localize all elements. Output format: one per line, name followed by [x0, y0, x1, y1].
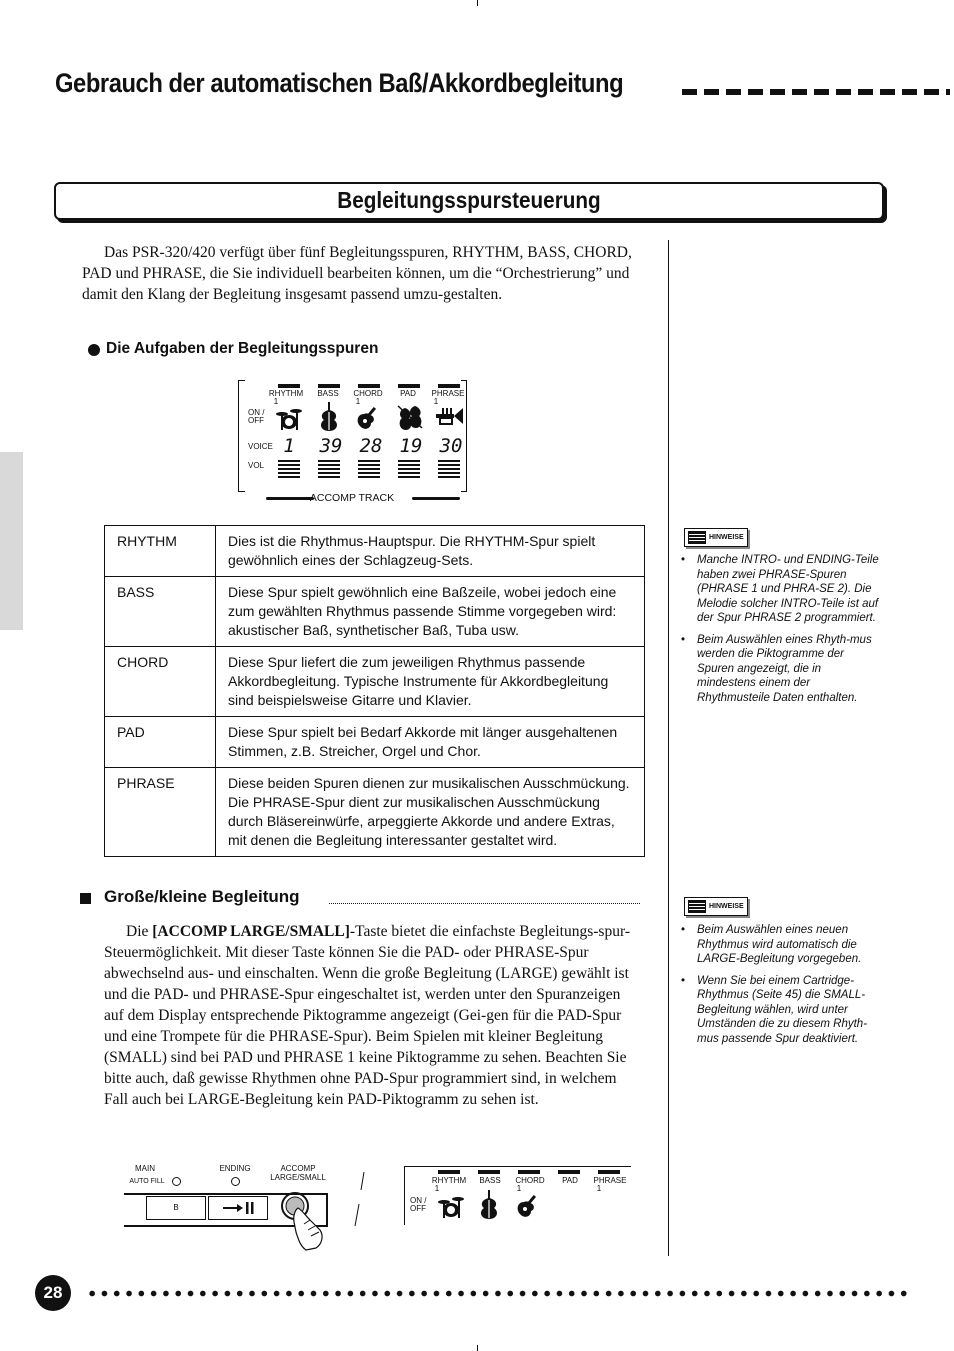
- volume-level-icon: [358, 460, 380, 480]
- ending-button[interactable]: [208, 1196, 268, 1220]
- accomp-track-label: ACCOMP TRACK: [309, 492, 395, 504]
- row-label-vol: VOL: [248, 461, 265, 470]
- note-item: • Manche INTRO- und ENDING-Teile haben zwei PHRASE-Spuren (PHRASE 1 und PHRA-SE 2). Die Melodie solcher INTRO-Teile ist auf der Spur PHRASE 2 programmiert.: [681, 553, 881, 626]
- voice-value-pad: 19: [399, 435, 423, 457]
- track-indicator-bar: [438, 1170, 460, 1174]
- note-item: • Wenn Sie bei einem Cartridge-Rhythmus (Seite 45) die SMALL-Begleitung wählen, wird unter Umständen die zu diesem Rhyth-mus passende Spur deaktiviert.: [681, 974, 881, 1047]
- display-bracket: [238, 380, 245, 492]
- led-indicator: [172, 1177, 181, 1186]
- ending-label: ENDING: [219, 1164, 251, 1173]
- guitar-icon: [514, 1190, 544, 1220]
- voice-value-phrase: 30: [439, 435, 463, 457]
- track-number: 1: [516, 1184, 522, 1193]
- break-mark-icon: [352, 1170, 368, 1228]
- track-number: 1: [355, 397, 361, 406]
- trumpet-icon: [434, 404, 464, 430]
- note-item: • Beim Auswählen eines neuen Rhythmus wird automatisch die LARGE-Begleitung vorgegeben.: [681, 923, 881, 967]
- hinweise-label: HINWEISE: [709, 534, 744, 541]
- title-dash-rule: [682, 89, 950, 95]
- accomp-large-small-button[interactable]: [280, 1190, 330, 1252]
- square-bullet-icon: [80, 893, 91, 904]
- table-row: [105, 577, 645, 647]
- strings-icon: [396, 402, 424, 432]
- track-label-pad: PAD: [562, 1176, 578, 1185]
- track-name: BASS: [105, 577, 216, 647]
- track-number: 1: [433, 397, 439, 406]
- drum-kit-icon: [436, 1190, 466, 1220]
- notes-list: [681, 923, 881, 1053]
- footer-dotted-rule: [86, 1290, 910, 1297]
- panel-figure: [120, 1160, 640, 1255]
- track-indicator-bar: [598, 1170, 620, 1174]
- play-pause-icon: [209, 1197, 267, 1219]
- main-b-button[interactable]: B: [146, 1196, 206, 1220]
- track-description: Dies ist die Rhythmus-Hauptspur. Die RHYTHM-Spur spielt gewöhnlich eines der Schlagzeug-Sets.: [216, 526, 645, 577]
- track-indicator-bar: [278, 384, 300, 388]
- heading-dotted-rule: [329, 903, 640, 904]
- track-description: Diese Spur spielt bei Bedarf Akkorde mit länger ausgehaltenen Stimmen, z.B. Streicher, Orgel und Chor.: [216, 717, 645, 768]
- track-label-chord: CHORD: [353, 389, 383, 398]
- para-text: -Taste bietet die einfachste Begleitungs-spur-Steuermöglichkeit. Mit dieser Taste können Sie die PAD- oder PHRASE-Spur abwechselnd aus- und einschalten. Wenn die große Begleitung (LARGE) gewählt ist und die PAD- und PHRASE-Spur eingeschaltet ist, werden unter den Spuranzeigen auf dem Display entsprechende Piktogramme angezeigt (Gei-gen für die PAD-Spur und eine Trompete für die PHRASE-Spur). Beim Spielen mit kleiner Begleitung (SMALL) sind bei PAD und PHRASE 1 keine Piktogramme zu sehen. Beachten Sie bitte auch, daß gewisse Rhythmen ohne PAD-Spur programmiert sind, in welchem Fall auch bei LARGE-Begleitung kein PAD-Piktogramm zu sehen ist.: [104, 923, 630, 1108]
- track-number: 1: [434, 1184, 440, 1193]
- voice-value-bass: 39: [319, 435, 343, 457]
- row-label-on-off: ON / OFF: [248, 408, 265, 425]
- page-title: Gebrauch der automatischen Baß/Akkordbegleitung: [55, 68, 624, 98]
- track-label-rhythm: RHYTHM: [268, 389, 304, 398]
- track-table: [104, 525, 645, 857]
- hinweise-badge: [684, 897, 748, 916]
- track-description: Diese beiden Spuren dienen zur musikalischen Ausschmückung. Die PHRASE-Spur dient zur musikalischen Ausschmückung durch Bläsereinwürfe, arpeggierte Akkorde und andere Extras, mit denen die Begleitung interessanter gestaltet wird.: [216, 768, 645, 857]
- table-row: [105, 526, 645, 577]
- accomp-size-paragraph: [104, 921, 644, 1110]
- large-small-label: LARGE/SMALL: [270, 1173, 326, 1182]
- section-title: Begleitungsspursteuerung: [337, 187, 601, 213]
- voice-value-chord: 28: [359, 435, 383, 457]
- notes-list: [681, 553, 881, 712]
- section-banner: [54, 182, 884, 220]
- track-number: 1: [596, 1184, 602, 1193]
- table-row: [105, 717, 645, 768]
- row-label-on-off: ON / OFF: [410, 1196, 427, 1213]
- subheading-track-roles: Die Aufgaben der Begleitungsspuren: [106, 340, 379, 357]
- para-text: Die: [126, 923, 153, 940]
- note-pad-icon: [688, 900, 706, 913]
- intro-text: [82, 242, 642, 305]
- bullet-icon: [88, 344, 100, 356]
- page-number: 28: [35, 1275, 71, 1311]
- track-label-pad: PAD: [400, 389, 416, 398]
- side-tab: [0, 452, 23, 630]
- track-indicator-bar: [318, 384, 340, 388]
- crop-mark: [477, 0, 478, 6]
- para-key-name: [ACCOMP LARGE/SMALL]: [152, 923, 350, 940]
- track-indicator-bar: [398, 384, 420, 388]
- volume-level-icon: [438, 460, 460, 480]
- track-label-chord: CHORD: [515, 1176, 545, 1185]
- upright-bass-icon: [316, 402, 342, 432]
- guitar-icon: [354, 402, 384, 432]
- voice-value-rhythm: 1: [283, 435, 295, 457]
- track-label-bass: BASS: [479, 1176, 501, 1185]
- crop-mark: [477, 1345, 478, 1351]
- display-figure: [238, 380, 466, 502]
- track-indicator-bar: [438, 384, 460, 388]
- track-label-phrase: PHRASE: [431, 389, 465, 398]
- led-indicator: [231, 1177, 240, 1186]
- auto-fill-label: AUTO FILL: [129, 1178, 165, 1185]
- column-divider: [668, 240, 669, 1256]
- accomp-size-text: [104, 921, 644, 1110]
- table-row: [105, 647, 645, 717]
- note-pad-icon: [688, 531, 706, 544]
- upright-bass-icon: [476, 1190, 502, 1220]
- hinweise-badge: [684, 528, 748, 547]
- volume-level-icon: [278, 460, 300, 480]
- track-name: PAD: [105, 717, 216, 768]
- accomp-label: ACCOMP: [280, 1164, 316, 1173]
- track-label-bass: BASS: [317, 389, 339, 398]
- track-indicator-bar: [558, 1170, 580, 1174]
- track-label-rhythm: RHYTHM: [431, 1176, 467, 1185]
- volume-level-icon: [398, 460, 420, 480]
- track-number: 1: [273, 397, 279, 406]
- track-label-phrase: PHRASE: [593, 1176, 627, 1185]
- drum-kit-icon: [274, 402, 304, 432]
- track-indicator-bar: [358, 384, 380, 388]
- row-label-voice: VOICE: [248, 442, 273, 451]
- intro-paragraph: Das PSR-320/420 verfügt über fünf Begleitungsspuren, RHYTHM, BASS, CHORD, PAD und PHRASE, die Sie individuell bearbeiten können, um die “Orchestrierung” und damit den Klang der Begleitung insgesamt passend umzu-gestalten.: [82, 244, 632, 303]
- table-row: [105, 768, 645, 857]
- main-label: MAIN: [135, 1164, 155, 1173]
- hinweise-label: HINWEISE: [709, 903, 744, 910]
- track-indicator-bar: [518, 1170, 540, 1174]
- subheading-accomp-size: Große/kleine Begleitung: [104, 887, 300, 906]
- volume-level-icon: [318, 460, 340, 480]
- track-name: PHRASE: [105, 768, 216, 857]
- track-description: Diese Spur liefert die zum jeweiligen Rhythmus passende Akkordbegleitung. Typische Instrumente für Akkordbegleitung sind beispielsweise Gitarre und Klavier.: [216, 647, 645, 717]
- track-name: CHORD: [105, 647, 216, 717]
- note-item: • Beim Auswählen eines Rhyth-mus werden die Piktogramme der Spuren angezeigt, die in mindestens einem der Rhythmusteile Daten enthalten.: [681, 633, 881, 706]
- track-name: RHYTHM: [105, 526, 216, 577]
- track-indicator-bar: [478, 1170, 500, 1174]
- track-description: Diese Spur spielt gewöhnlich eine Baßzeile, wobei jedoch eine zum gewählten Rhythmus passende Stimme vorgegeben wird: akustischer Baß, synthetischer Baß, Tuba usw.: [216, 577, 645, 647]
